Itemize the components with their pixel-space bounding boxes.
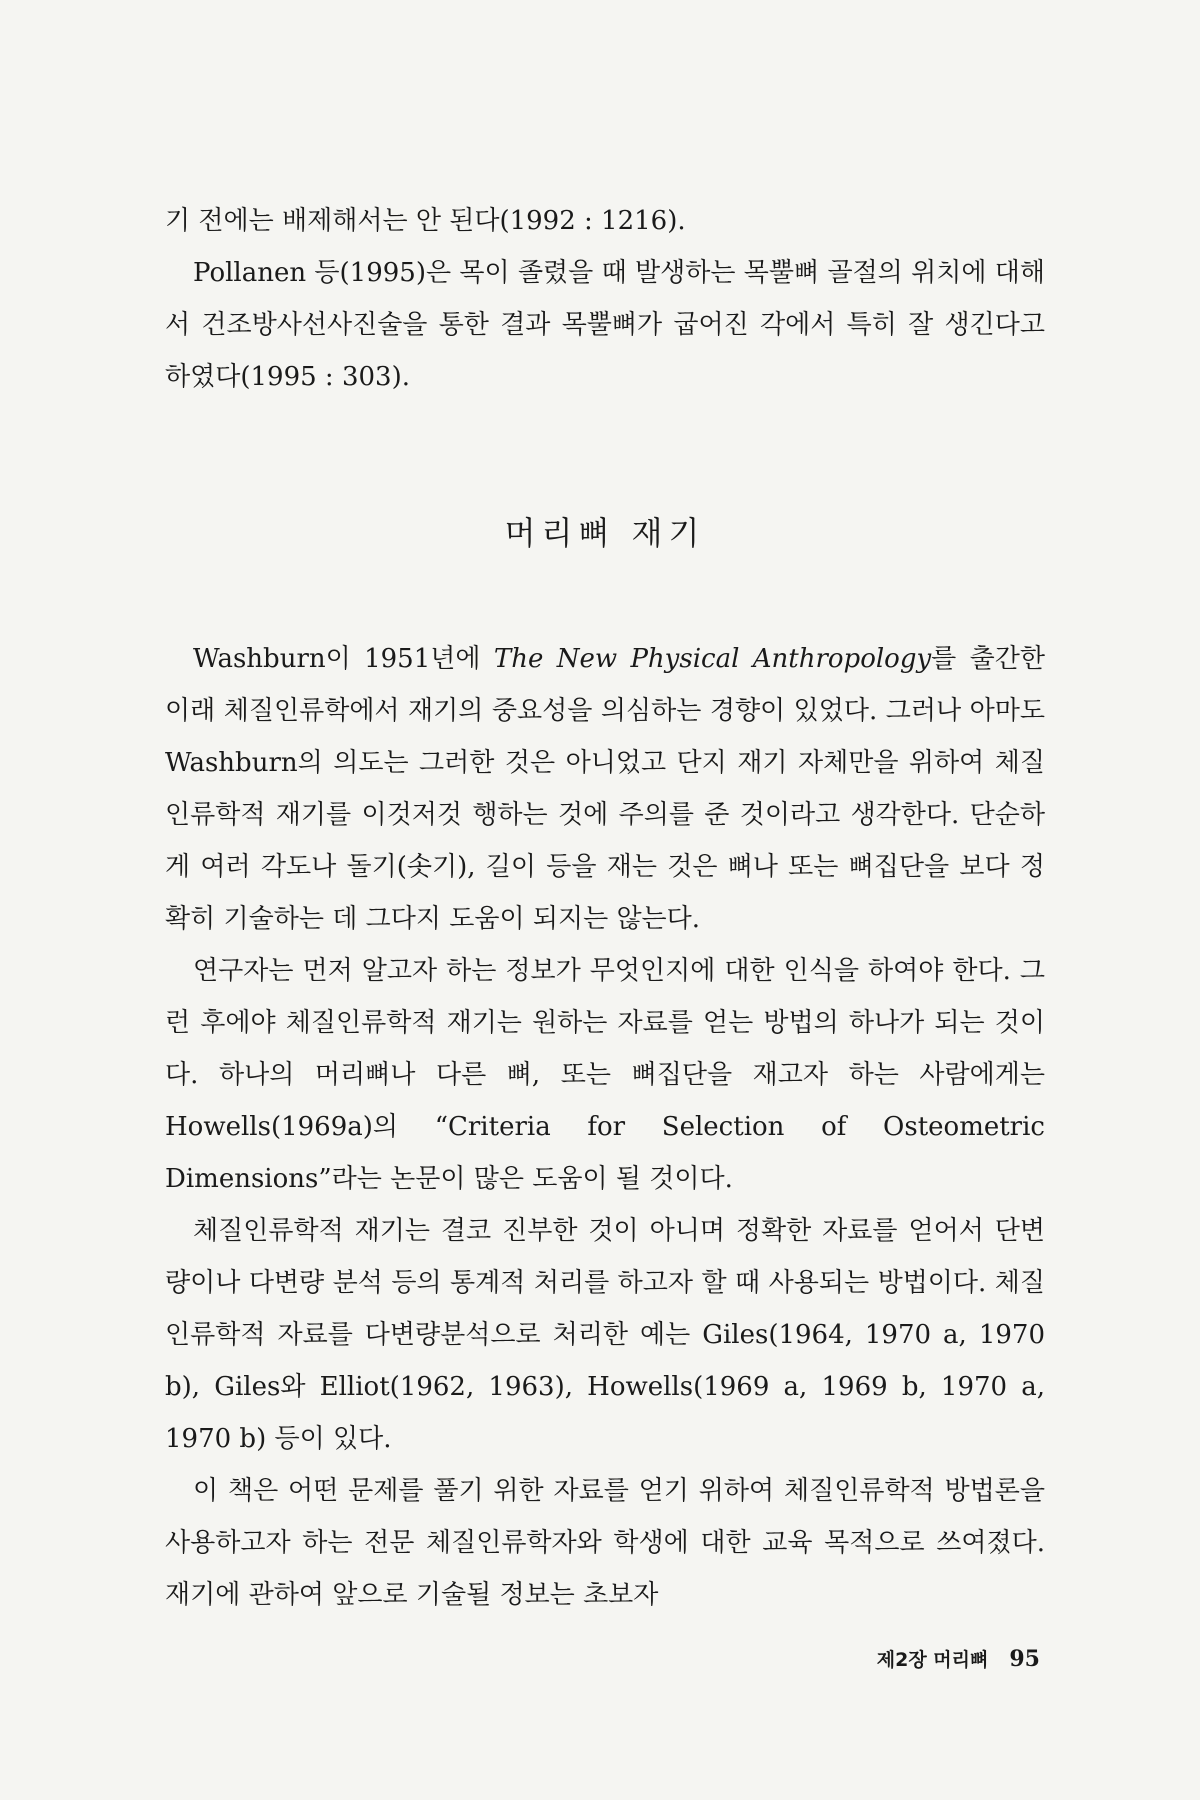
paragraph-osteometry: 체질인류학적 재기는 결코 진부한 것이 아니며 정확한 자료를 얻어서 단변량이나 다변량 분석 등의 통계적 처리를 하고자 할 때 사용되는 방법이다. 체질인류학적 자료를 다변량분석으로 처리한 예는 Giles(1964, 1970 a, 1970 b), Giles와 Elliot(1962, 1963), Howells(1969 a, 1969 b, 1970 a, 1970 b) 등이 있다. <box>165 1216 1045 1454</box>
paragraph-continuation: 기 전에는 배제해서는 안 된다(1992 : 1216). <box>165 206 686 236</box>
book-title-italic: The New Physical Anthropology <box>493 644 932 674</box>
paragraph-washburn <box>165 633 1045 945</box>
paragraph-book-purpose: 이 책은 어떤 문제를 풀기 위한 자료를 얻기 위하여 체질인류학적 방법론을 사용하고자 하는 전문 체질인류학자와 학생에 대한 교육 목적으로 쓰여졌다. 재기에 관하여 앞으로 기술될 정보는 초보자 <box>165 1476 1045 1610</box>
paragraph-pollanen: Pollanen 등(1995)은 목이 졸렸을 때 발생하는 목뿔뼈 골절의 위치에 대해서 건조방사선사진술을 통한 결과 목뿔뼈가 굽어진 각에서 특히 잘 생긴다고 하였다(1995 : 303). <box>165 258 1045 392</box>
chapter-label: 제2장 머리뼈 <box>876 1649 989 1671</box>
section-heading: 머리뼈 재기 <box>504 514 706 552</box>
paragraph-washburn-start: Washburn이 1951년에 <box>193 644 494 674</box>
paragraph-researcher: 연구자는 먼저 알고자 하는 정보가 무엇인지에 대한 인식을 하여야 한다. 그런 후에야 체질인류학적 재기는 원하는 자료를 얻는 방법의 하나가 되는 것이다. 하나의 머리뼈나 다른 뼈, 또는 뼈집단을 재고자 하는 사람에게는 Howells(1969a)의 “Criteria for Selection of Osteometric Dimensions”라는 논문이 많은 도움이 될 것이다. <box>165 956 1045 1194</box>
page-footer <box>877 1645 1040 1672</box>
page-number: 95 <box>1009 1646 1040 1672</box>
text-column <box>165 195 1045 1621</box>
paragraph-washburn-rest: 를 출간한 이래 체질인류학에서 재기의 중요성을 의심하는 경향이 있었다. 그러나 아마도 Washburn의 의도는 그러한 것은 아니었고 단지 재기 자체만을 위하여 체질인류학적 재기를 이것저것 행하는 것에 주의를 준 것이라고 생각한다. 단순하게 여러 각도나 돌기(솟기), 길이 등을 재는 것은 뼈나 또는 뼈집단을 보다 정확히 기술하는 데 그다지 도움이 되지는 않는다. <box>165 644 1045 934</box>
